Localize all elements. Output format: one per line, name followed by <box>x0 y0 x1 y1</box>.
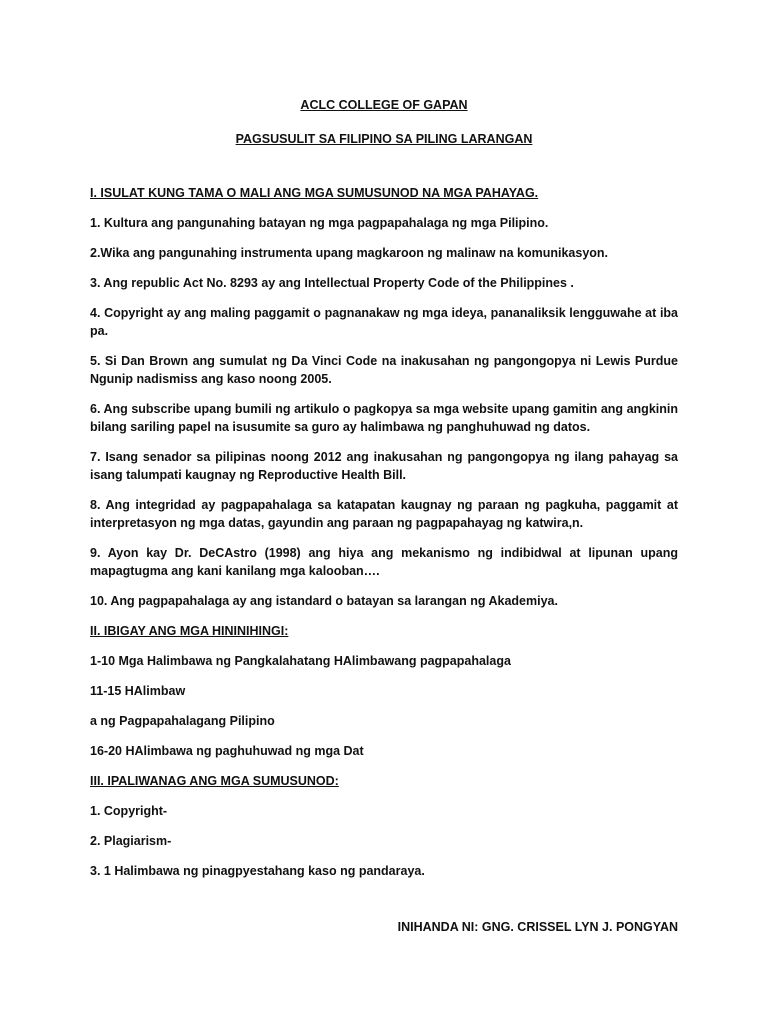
part2-item-2: 11-15 HAlimbaw <box>90 684 186 698</box>
part2-heading: II. IBIGAY ANG MGA HININIHINGI: <box>90 624 289 638</box>
part3-item-3: 3. 1 Halimbawa ng pinagpyestahang kaso ng pandaraya. <box>90 864 425 878</box>
part1-heading: I. ISULAT KUNG TAMA O MALI ANG MGA SUMUSUNOD NA MGA PAHAYAG. <box>90 186 539 200</box>
part1-item-10: 10. Ang pagpapahalaga ay ang istandard o batayan sa larangan ng Akademiya. <box>90 594 558 608</box>
part3-item-2: 2. Plagiarism- <box>90 834 172 848</box>
part1-item-8: 8. Ang integridad ay pagpapahalaga sa katapatan kaugnay ng paraan ng pagkuha, paggamit at interpretasyon ng mga datas, gayundin ang paraan ng pagpapahayag ng katwira,n. <box>90 498 678 530</box>
part1-item-4: 4. Copyright ay ang maling paggamit o pagnanakaw ng mga ideya, pananaliksik lengguwahe at iba pa. <box>90 306 678 338</box>
school-name: ACLC COLLEGE OF GAPAN <box>300 98 468 112</box>
document-body <box>90 96 678 949</box>
part3-item-1: 1. Copyright- <box>90 804 168 818</box>
part1-item-3: 3. Ang republic Act No. 8293 ay ang Intellectual Property Code of the Philippines . <box>90 276 574 290</box>
exam-title: PAGSUSULIT SA FILIPINO SA PILING LARANGAN <box>235 132 533 146</box>
part1-item-2: 2.Wika ang pangunahing instrumenta upang magkaroon ng malinaw na komunikasyon. <box>90 246 609 260</box>
part1-item-5: 5. Si Dan Brown ang sumulat ng Da Vinci Code na inakusahan ng pangongopya ni Lewis Purdue Ngunip nadismiss ang kaso noong 2005. <box>90 354 678 386</box>
part1-item-9: 9. Ayon kay Dr. DeCAstro (1998) ang hiya ang mekanismo ng indibidwal at lipunan upang mapagtugma ang kani kanilang mga kalooban…. <box>90 546 678 578</box>
part2-item-4: 16-20 HAlimbawa ng paghuhuwad ng mga Dat <box>90 744 364 758</box>
part2-item-3: a ng Pagpapahalagang Pilipino <box>90 714 275 728</box>
part2-item-1: 1-10 Mga Halimbawa ng Pangkalahatang HAlimbawang pagpapahalaga <box>90 654 511 668</box>
prepared-by-signature: INIHANDA NI: GNG. CRISSEL LYN J. PONGYAN <box>397 920 678 934</box>
part1-item-1: 1. Kultura ang pangunahing batayan ng mga pagpapahalaga ng mga Pilipino. <box>90 216 549 230</box>
part1-item-7: 7. Isang senador sa pilipinas noong 2012 ang inakusahan ng pangongopya ng ilang pahayag sa isang talumpati kaugnay ng Reproductive Health Bill. <box>90 450 678 482</box>
part1-item-6: 6. Ang subscribe upang bumili ng artikulo o pagkopya sa mga website upang gamitin ang angkinin bilang sariling papel na isusumite sa guro ay halimbawa ng panghuhuwad ng datos. <box>90 402 678 434</box>
part3-heading: III. IPALIWANAG ANG MGA SUMUSUNOD: <box>90 774 339 788</box>
